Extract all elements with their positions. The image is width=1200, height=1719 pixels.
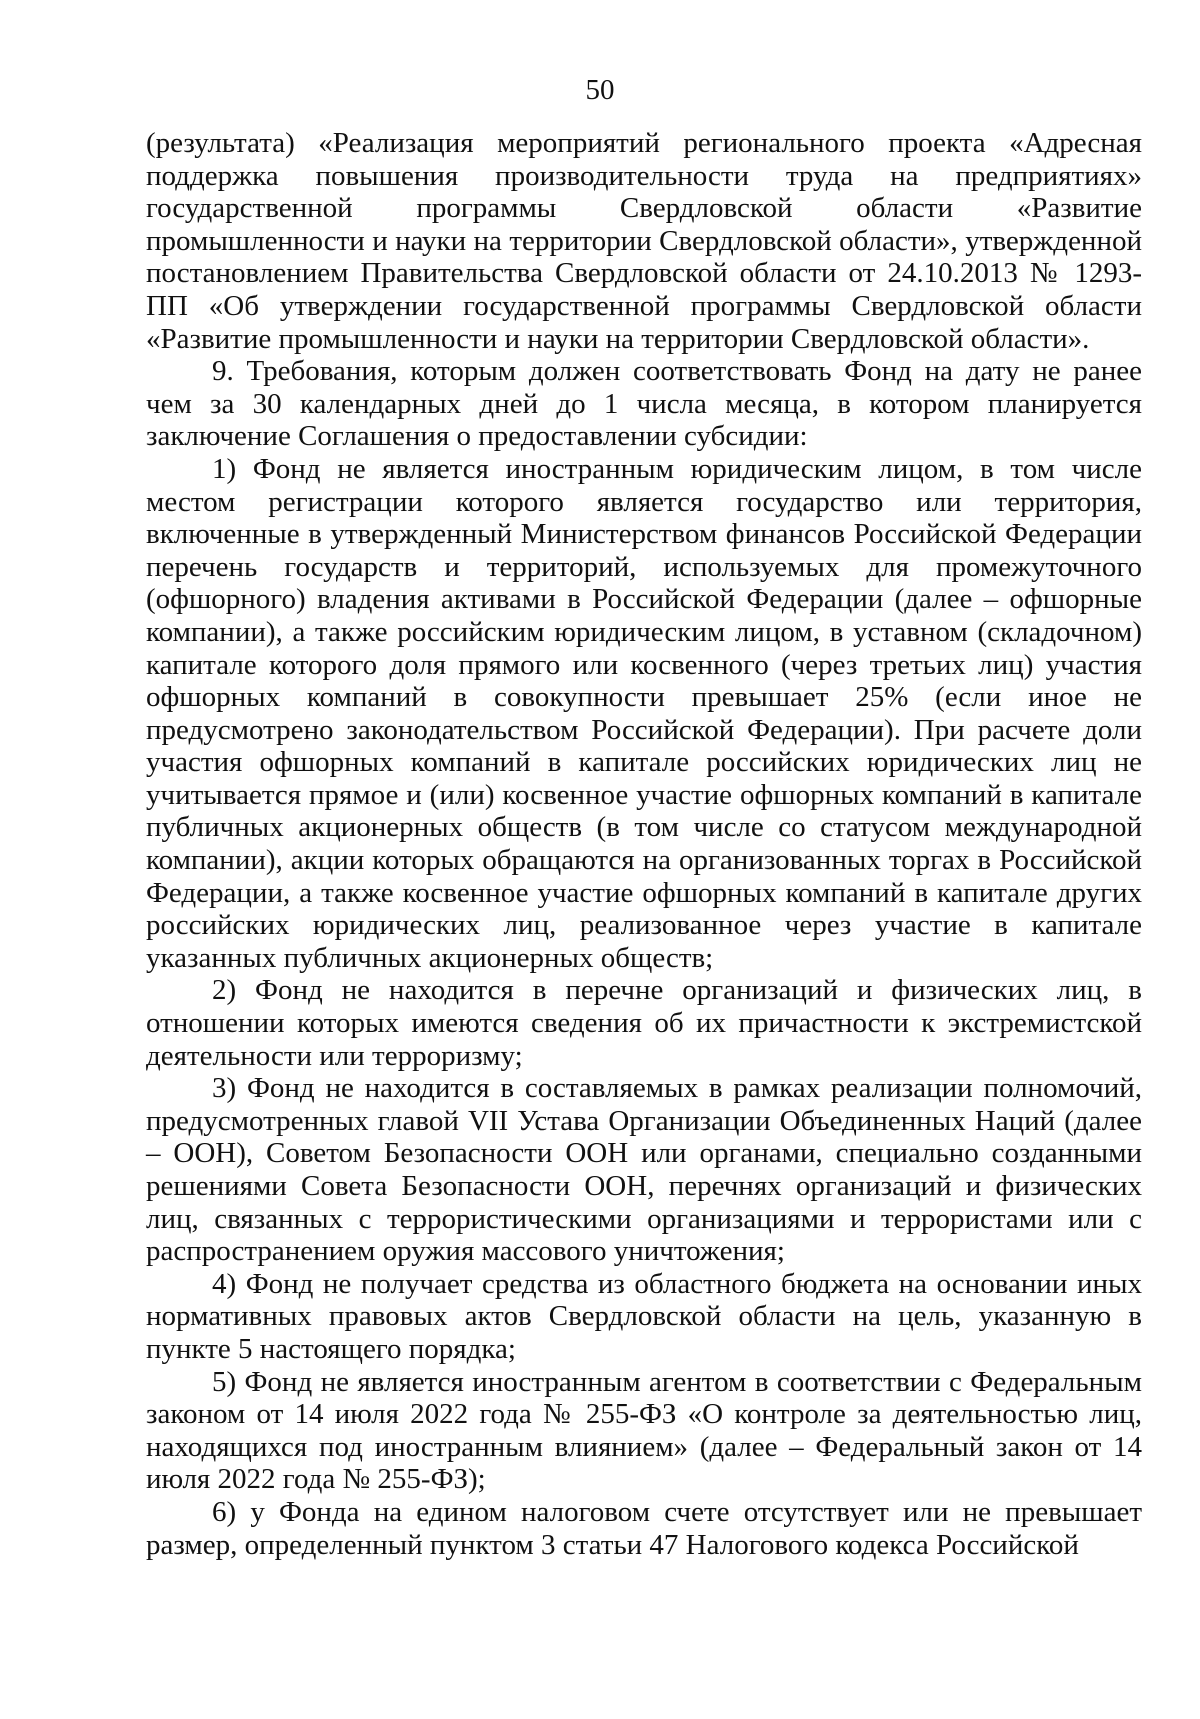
- paragraph-subitem-2: 2) Фонд не находится в перечне организаций и физических лиц, в отношении которых имеются сведения об их причастности к экстремистской деятельности или терроризму;: [146, 974, 1142, 1072]
- document-body: [146, 127, 1142, 1561]
- page-number: 50: [585, 74, 615, 106]
- paragraph-subitem-5: 5) Фонд не является иностранным агентом в соответствии с Федеральным законом от 14 июля 2022 года № 255-ФЗ «О контроле за деятельностью лиц, находящихся под иностранным влиянием» (далее – Федеральный закон от 14 июля 2022 года № 255-ФЗ);: [146, 1365, 1142, 1496]
- paragraph-continuation: (результата) «Реализация мероприятий регионального проекта «Адресная поддержка повышения производительности труда на предприятиях» государственной программы Свердловской области «Развитие промышленности и науки на территории Свердловской области», утвержденной постановлением Правительства Свердловской области от 24.10.2013 № 1293-ПП «Об утверждении государственной программы Свердловской области «Развитие промышленности и науки на территории Свердловской области».: [146, 127, 1142, 355]
- paragraph-subitem-4: 4) Фонд не получает средства из областного бюджета на основании иных нормативных правовых актов Свердловской области на цель, указанную в пункте 5 настоящего порядка;: [146, 1267, 1142, 1365]
- paragraph-item-9: 9. Требования, которым должен соответствовать Фонд на дату не ранее чем за 30 календарных дней до 1 числа месяца, в котором планируется заключение Соглашения о предоставлении субсидии:: [146, 355, 1142, 453]
- paragraph-subitem-1: 1) Фонд не является иностранным юридическим лицом, в том числе местом регистрации которого является государство или территория, включенные в утвержденный Министерством финансов Российской Федерации перечень государств и территорий, используемых для промежуточного (офшорного) владения активами в Российской Федерации (далее – офшорные компании), а также российским юридическим лицом, в уставном (складочном) капитале которого доля прямого или косвенного (через третьих лиц) участия офшорных компаний в совокупности превышает 25% (если иное не предусмотрено законодательством Российской Федерации). При расчете доли участия офшорных компаний в капитале российских юридических лиц не учитывается прямое и (или) косвенное участие офшорных компаний в капитале публичных акционерных обществ (в том числе со статусом международной компании), акции которых обращаются на организованных торгах в Российской Федерации, а также косвенное участие офшорных компаний в капитале других российских юридических лиц, реализованное через участие в капитале указанных публичных акционерных обществ;: [146, 452, 1142, 974]
- paragraph-subitem-3: 3) Фонд не находится в составляемых в рамках реализации полномочий, предусмотренных главой VII Устава Организации Объединенных Наций (далее – ООН), Советом Безопасности ООН или органами, специально созданными решениями Совета Безопасности ООН, перечнях организаций и физических лиц, связанных с террористическими организациями и террористами или с распространением оружия массового уничтожения;: [146, 1072, 1142, 1268]
- paragraph-subitem-6: 6) у Фонда на едином налоговом счете отсутствует или не превышает размер, определенный пунктом 3 статьи 47 Налогового кодекса Российской: [146, 1495, 1142, 1561]
